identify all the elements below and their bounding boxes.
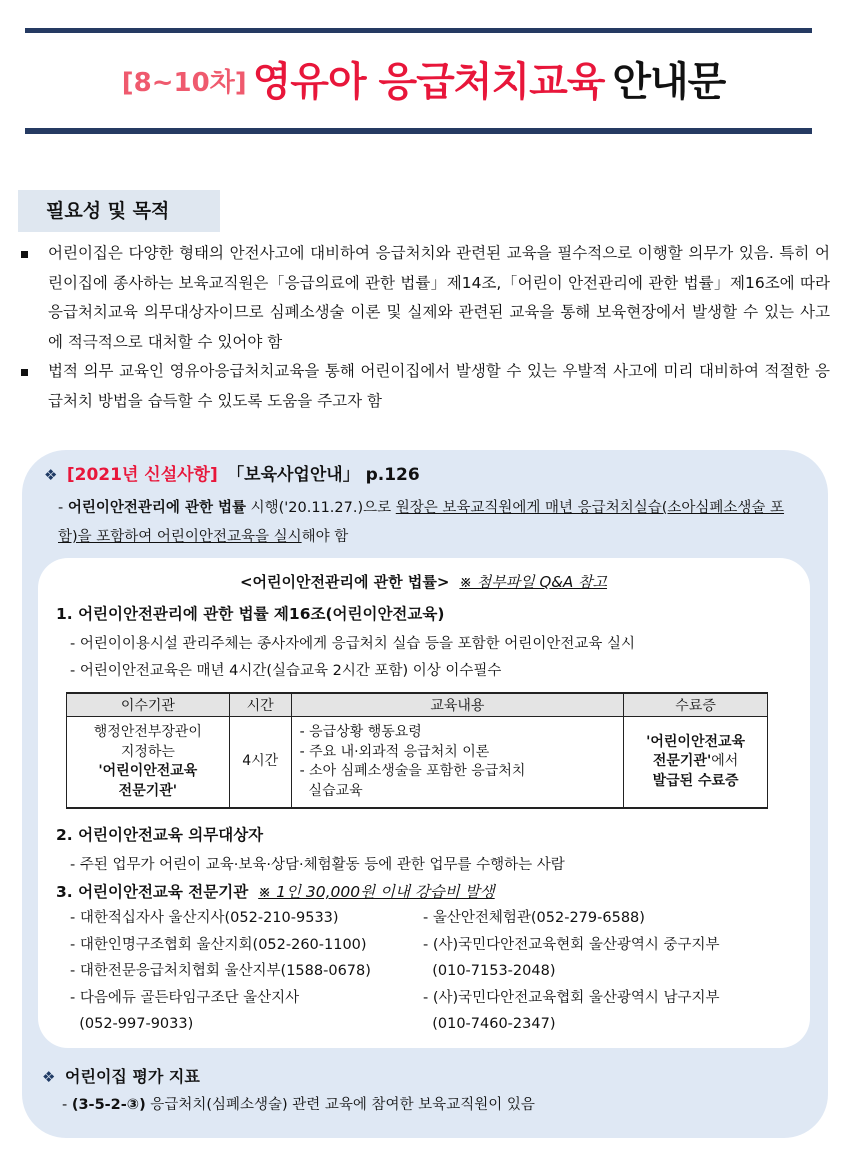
institution-line: '어린이안전교육 [98,763,198,779]
section2-item: - 주된 업무가 어린이 교육·보육·상담·체험활동 등에 관한 업무를 수행하는 사람 [70,857,565,873]
evaluation-description [62,1093,535,1114]
institution-item: - (사)국민다안전교육현회 울산광역시 중구지부 [423,936,720,953]
purpose-bullet-2: 법적 의무 교육인 영유아응급처치교육을 통해 어린이집에서 발생할 수 있는 우발적 사고에 미리 대비하여 적절한 응급처치 방법을 습득할 수 있도록 도움을 주고자 함 [18,357,830,416]
law-title: <어린이안전관리에 관한 법률> [239,573,450,591]
new-items-description [58,494,788,552]
section3-title: 3. 어린이안전교육 전문기관 [56,883,249,901]
header-bottom-rule [25,128,812,134]
law-name: 어린이안전관리에 관한 법률 [67,500,247,516]
attachment-note: ※ 첨부파일 Q&A 참고 [459,573,608,591]
institutions-right [423,905,720,1038]
purpose-heading: 필요성 및 목적 [18,190,220,232]
desc-underlined: 원장은 보육교직원에게 매년 응급처치실습(소아심폐소생술 포함)을 포함하여 어린이안전교육을 실시 [58,500,785,545]
cell-certificate [624,717,768,809]
dash: - [58,500,64,516]
cell-hours: 4시간 [229,717,291,809]
purpose-bullet-1: 어린이집은 다양한 형태의 안전사고에 대비하여 응급처치와 관련된 교육을 필수적으로 이행할 의무가 있음. 특히 어린이집에 종사하는 보육교직원은「응급의료에 관한 법률」제14조,「어린이 안전관리에 관한 법률」제16조에 따라 응급처치교육 의무대상자이므로 심폐소생술 이론 및 실제와 관련된 교육을 통해 보육현장에서 발생할 수 있는 사고에 적극적으로 대처할 수 있어야 함 [18,239,830,357]
new-items-heading [44,460,420,485]
title-tail: 안내문 [612,59,726,105]
institution-line: 행정안전부장관이 [93,724,202,740]
title-prefix: [8~10차] [121,68,247,98]
purpose-bullets [18,239,830,416]
evaluation-code: (3-5-2-③) [71,1097,146,1113]
certificate-line: '어린이안전교육 [646,733,746,750]
institution-item: - (사)국민다안전교육협회 울산광역시 남구지부 [423,989,720,1006]
section1-heading: 1. 어린이안전관리에 관한 법률 제16조(어린이안전교육) [56,605,445,623]
desc-mid: 시행('20.11.27.)으로 [246,500,396,516]
content-line: - 응급상황 행동요령 [299,724,422,740]
desc-tail: 해야 함 [301,529,349,545]
page-title [0,50,847,107]
fee-note: ※ 1인 30,000원 이내 강습비 발생 [258,883,495,901]
col-institution: 이수기관 [67,693,230,717]
institution-item: - 대한인명구조협회 울산지회(052-260-1100) [70,936,367,953]
institution-item: (010-7460-2347) [423,1016,556,1032]
institution-item: - 다음에듀 골든타임구조단 울산지사 [70,989,300,1006]
content-line: - 소아 심폐소생술을 포함한 응급처치 [299,763,526,779]
new-items-reference: 「보육사업안내」 p.126 [227,465,420,485]
evaluation-title: 어린이집 평가 지표 [65,1067,200,1086]
cell-content [291,717,624,809]
content-line: 실습교육 [299,782,363,799]
institution-item: - 대한전문응급처치협회 울산지부(1588-0678) [70,963,371,979]
content-line: - 주요 내·외과적 응급처치 이론 [299,743,490,760]
col-certificate: 수료증 [624,693,768,717]
evaluation-text: 응급처치(심폐소생술) 관련 교육에 참여한 보육교직원이 있음 [145,1097,535,1113]
diamond-bullet-icon: ❖ [42,1068,56,1086]
institution-line: 지정하는 [120,743,175,760]
institution-item: (052-997-9033) [70,1016,194,1032]
certificate-bold: 전문기관' [652,753,712,770]
diamond-bullet-icon: ❖ [44,466,58,484]
certificate-line [628,752,763,772]
institution-item: (010-7153-2048) [423,963,556,979]
section2-heading: 2. 어린이안전교육 의무대상자 [56,826,264,844]
title-main: 영유아 응급처치교육 [252,59,605,105]
certificate-line: 발급된 수료증 [652,772,739,789]
section1-item-2: - 어린이안전교육은 매년 4시간(실습교육 2시간 포함) 이상 이수필수 [70,663,502,679]
new-items-heading-red: [2021년 신설사항] [66,465,218,485]
section1-item-1: - 어린이이용시설 관리주체는 종사자에게 응급처치 실습 등을 포함한 어린이안전교육 실시 [70,636,635,652]
evaluation-heading [42,1064,200,1087]
cell-institution [67,717,230,809]
certificate-suffix: 에서 [711,753,739,770]
institutions-left [70,905,371,1038]
law-box-title [0,571,847,592]
institution-item: - 대한적십자사 울산지사(052-210-9533) [70,910,339,926]
education-table [66,692,768,809]
dash: - [62,1097,68,1113]
institution-item: - 울산안전체험관(052-279-6588) [423,910,645,926]
section3-heading [56,880,495,902]
col-content: 교육내용 [291,693,624,717]
institution-line: 전문기관' [118,782,178,799]
col-hours: 시간 [229,693,291,717]
header-top-rule [25,28,812,33]
